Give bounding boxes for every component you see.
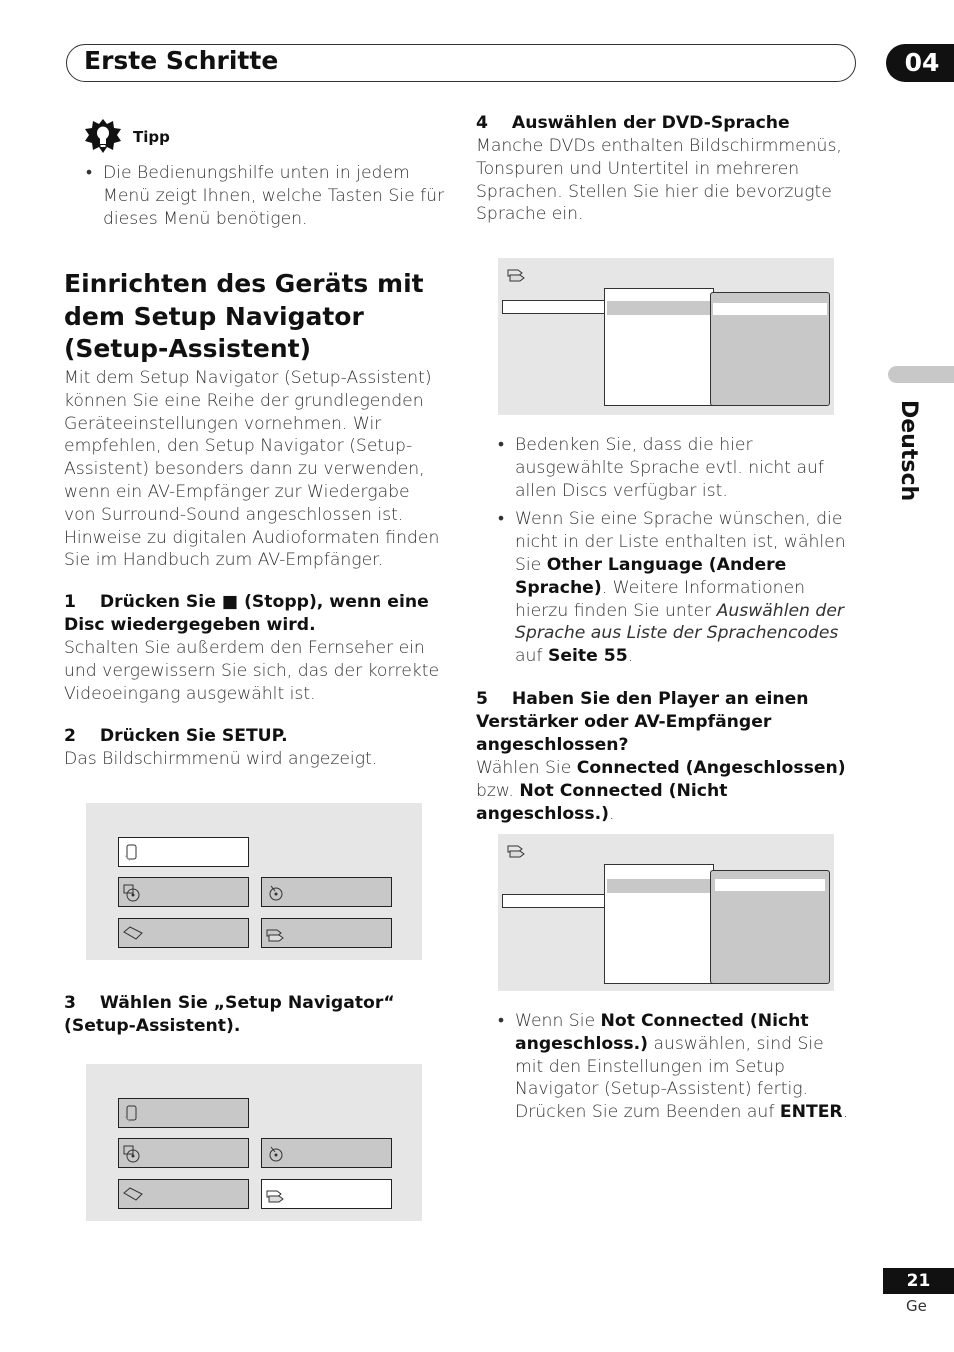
- page-number: 21: [883, 1268, 954, 1294]
- setup-menu-screen-2: [86, 1064, 422, 1221]
- not-connected-option: Not Connected (Nicht angeschloss.): [515, 1011, 809, 1054]
- step-5-body-a: Wählen Sie: [476, 758, 577, 778]
- menu-button-language-selected: [261, 1179, 392, 1209]
- step-2-title-text: Drücken Sie SETUP.: [99, 726, 288, 746]
- navigator-icon: [122, 1104, 142, 1124]
- step-1-title-b: (Stopp), wenn eine Disc wiedergegeben wird.: [64, 592, 429, 635]
- step-5-number: 5: [476, 689, 488, 709]
- tip-text: [86, 162, 448, 236]
- step-3-number: 3: [64, 993, 76, 1013]
- page-title: Erste Schritte: [84, 46, 279, 75]
- step-1-number: 1: [64, 592, 76, 612]
- step-5-body: [476, 757, 852, 825]
- menu-button-video: [261, 877, 392, 907]
- stop-icon: ■: [221, 592, 239, 612]
- step-4-title: [476, 112, 848, 135]
- menu-level-2-highlight: [607, 879, 711, 893]
- menu-button-language: [261, 918, 392, 948]
- language-tab-label: Deutsch: [896, 400, 921, 502]
- tag-icon: [122, 1185, 144, 1205]
- tip-bullet: • Die Bedienungshilfe unten in jedem Menü zeigt Ihnen, welche Tasten Sie für dieses Menü benötigen.: [86, 162, 448, 230]
- bullet-2-part-a: Wenn Sie eine Sprache wünschen, die nicht in der Liste enthalten ist, wählen Sie: [515, 509, 846, 575]
- bullet-2-part-e: auf: [515, 646, 548, 667]
- page-reference: Seite 55: [547, 646, 628, 667]
- video-disc-icon: [265, 1144, 287, 1164]
- step-4-bullet-1: • Bedenken Sie, dass die hier ausgewählte Sprache evtl. nicht auf allen Discs verfügbar ist.: [498, 434, 852, 502]
- bullet-part-c: auswählen, sind Sie mit den Einstellungen im Setup Navigator (Setup-Assistent) fertig. Drücken Sie zum Beenden auf: [515, 1033, 824, 1123]
- step-5-body-e: .: [609, 803, 615, 824]
- tip-label: Tipp: [133, 128, 170, 146]
- bullet-part-e: .: [842, 1102, 849, 1123]
- step-5-title: [476, 688, 848, 757]
- language-code: Ge: [906, 1297, 927, 1315]
- menu-level-3-highlight: [715, 879, 825, 891]
- menu-button-setup-navigator: [118, 837, 249, 867]
- tip-lightbulb-icon: [84, 118, 122, 160]
- step-3-title: [64, 992, 448, 1038]
- menu-level-2: [604, 864, 714, 984]
- bullet-part-a: Wenn Sie: [515, 1011, 601, 1031]
- step-4-bullet-2: [498, 508, 852, 668]
- bullet-2-part-g: .: [627, 646, 634, 667]
- step-3-title-text: Wählen Sie „Setup Navigator“ (Setup-Assistent).: [64, 993, 395, 1036]
- connection-screen: [498, 834, 834, 991]
- menu-level-3: [710, 292, 830, 406]
- section-intro: Mit dem Setup Navigator (Setup-Assistent) können Sie eine Reihe der grundlegenden Geräteeinstellungen vornehmen. Wir empfehlen, den Setup Navigator (Setup-Assistent) besonders dann zu verwenden, wenn ein AV-Empfänger zur Wiedergabe von Surround-Sound angeschlossen ist. Hinweise zu digitalen Audioformaten finden Sie im Handbuch zum AV-Empfänger.: [64, 368, 440, 571]
- menu-button-general: [118, 1179, 249, 1209]
- step-5-bullet: [498, 1010, 852, 1124]
- chapter-number: 04: [886, 44, 954, 82]
- step-5-body-c: bzw.: [476, 780, 520, 801]
- step-4-number: 4: [476, 113, 488, 133]
- navigator-language-icon: [506, 840, 528, 860]
- tag-icon: [122, 924, 144, 944]
- audio-disc-icon: [122, 1144, 144, 1164]
- audio-disc-icon: [122, 883, 144, 903]
- step-1-title: [64, 591, 448, 637]
- video-disc-icon: [265, 883, 287, 903]
- step-2-title: [64, 725, 448, 748]
- step-1-body: Schalten Sie außerdem den Fernseher ein und vergewissern Sie sich, das der korrekte Videoeingang ausgewählt ist.: [64, 638, 440, 704]
- section-heading: Einrichten des Geräts mit dem Setup Navigator (Setup-Assistent): [64, 269, 424, 363]
- dvd-language-screen: [498, 258, 834, 415]
- language-code-reference: Auswählen der Sprache aus Liste der Sprachencodes: [515, 600, 844, 644]
- step-4-body: Manche DVDs enthalten Bildschirmmenüs, Tonspuren und Untertitel in mehreren Sprachen. Stellen Sie hier die bevorzugte Sprache ein.: [476, 136, 842, 225]
- setup-menu-screen-1: [86, 803, 422, 960]
- language-icon: [265, 1185, 287, 1205]
- step-4-title-text: Auswählen der DVD-Sprache: [511, 113, 790, 133]
- menu-level-3-highlight: [713, 303, 827, 315]
- menu-button-video: [261, 1138, 392, 1168]
- not-connected-option: Not Connected (Nicht angeschloss.): [476, 780, 728, 824]
- language-tab-marker: [888, 366, 954, 383]
- menu-button-setup-navigator: [118, 1098, 249, 1128]
- menu-level-2-highlight: [607, 301, 711, 315]
- menu-button-audio: [118, 877, 249, 907]
- step-1-title-a: Drücken Sie: [99, 592, 216, 612]
- navigator-icon: [122, 843, 142, 863]
- menu-button-general: [118, 918, 249, 948]
- step-2-number: 2: [64, 726, 76, 746]
- connected-option: Connected (Angeschlossen): [576, 758, 846, 778]
- enter-key: ENTER: [779, 1102, 843, 1123]
- menu-button-audio: [118, 1138, 249, 1168]
- menu-level-1: [502, 894, 606, 908]
- step-4-bullets: [498, 434, 852, 674]
- menu-level-3: [710, 870, 830, 984]
- menu-level-1: [502, 300, 606, 314]
- step-5-title-text: Haben Sie den Player an einen Verstärker oder AV-Empfänger angeschlossen?: [476, 689, 809, 755]
- menu-level-2: [604, 288, 714, 406]
- language-icon: [265, 924, 287, 944]
- step-5-bullets: [498, 1010, 852, 1130]
- other-language-option: Other Language (Andere Sprache): [515, 554, 787, 598]
- bullet-2-part-c: . Weitere Informationen hierzu finden Sie unter: [515, 577, 805, 621]
- step-2-body: Das Bildschirmmenü wird angezeigt.: [64, 749, 378, 769]
- navigator-language-icon: [506, 264, 528, 284]
